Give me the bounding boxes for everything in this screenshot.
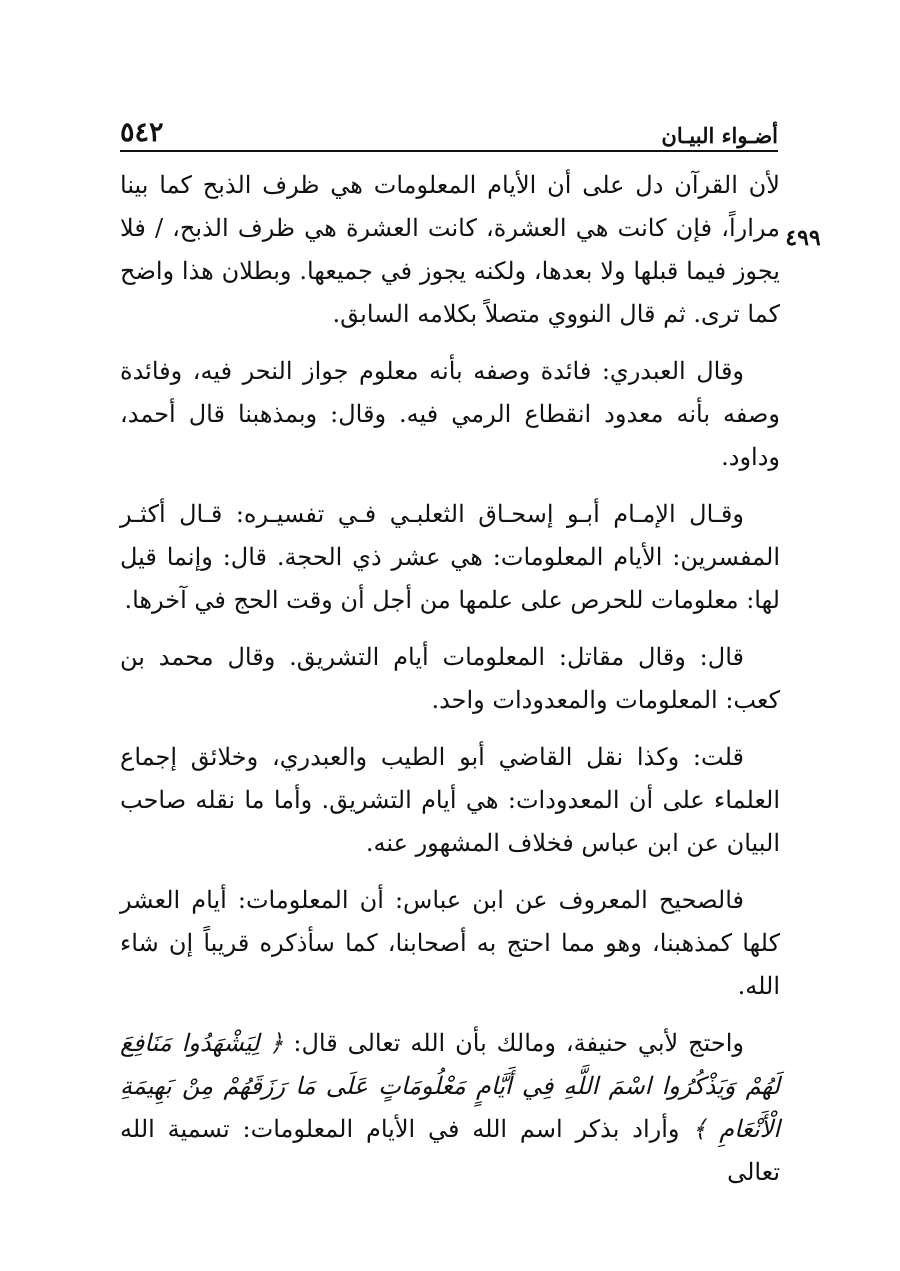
page-number: ٥٤٢ [120, 117, 164, 148]
body-text [120, 164, 780, 1208]
page-header [120, 112, 778, 148]
paragraph-7-rest: وأراد بذكر اسم الله في الأيام المعلومات: تسمية الله تعالى [120, 1115, 780, 1186]
paragraph-6: فالصحيح المعروف عن ابن عباس: أن المعلومات: أيام العشر كلها كمذهبنا، وهو مما احتج به أصحابنا، كما سأذكره قريباً إن شاء الله. [120, 886, 780, 1000]
paragraph-1: لأن القرآن دل على أن الأيام المعلومات هي ظرف الذبح كما بينا مراراً، فإن كانت هي العشرة، كانت العشرة هي ظرف الذبح، / فلا يجوز فيما قبلها ولا بعدها، ولكنه يجوز في جميعها. وبطلان هذا واضح كما ترى. ثم قال النووي متصلاً بكلامه السابق. [120, 171, 780, 328]
paragraph-7-intro: واحتج لأبي حنيفة، ومالك بأن الله تعالى قال: [283, 1029, 744, 1057]
paragraph-4: قال: وقال مقاتل: المعلومات أيام التشريق. وقال محمد بن كعب: المعلومات والمعدودات واحد. [120, 643, 780, 714]
header-rule [120, 150, 778, 152]
running-title: أضـواء البيـان [661, 123, 778, 148]
paragraph-3: وقـال الإمـام أبـو إسحـاق الثعلبـي فـي تفسيـره: قـال أكثـر المفسرين: الأيام المعلومات: هي عشر ذي الحجة. قال: وإنما قيل لها: معلومات للحرص على علمها من أجل أن وقت الحج في آخرها. [120, 500, 780, 614]
quran-verse: ﴿ لِيَشْهَدُوا مَنَافِعَ لَهُمْ وَيَذْكُرُوا اسْمَ اللَّهِ فِي أَيَّامٍ مَعْلُومَاتٍ عَلَى مَا رَزَقَهُمْ مِنْ بَهِيمَةِ الْأَنْعَامِ ﴾ [120, 1029, 781, 1143]
paragraph-7 [120, 1022, 780, 1194]
margin-page-reference: ٤٩٩ [785, 225, 821, 251]
paragraph-5: قلت: وكذا نقل القاضي أبو الطيب والعبدري، وخلائق إجماع العلماء على أن المعدودات: هي أيام التشريق. وأما ما نقله صاحب البيان عن ابن عباس فخلاف المشهور عنه. [120, 743, 780, 857]
paragraph-2: وقال العبدري: فائدة وصفه بأنه معلوم جواز النحر فيه، وفائدة وصفه بأنه معدود انقطاع الرمي فيه. وقال: وبمذهبنا قال أحمد، وداود. [120, 357, 780, 471]
